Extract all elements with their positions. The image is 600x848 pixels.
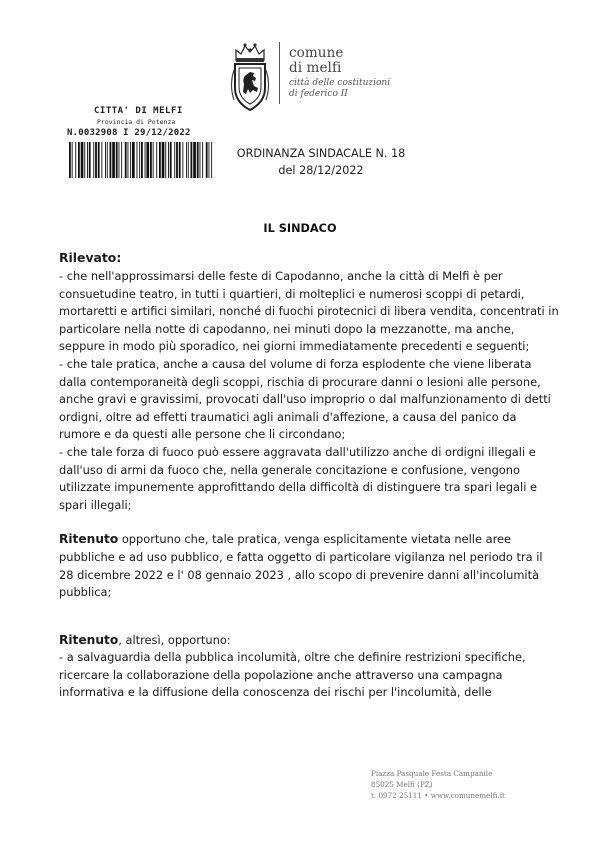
stamp-protocol-number: N.0032908 I 29/12/2022	[67, 128, 191, 138]
ritenuto-list-item: - a salvaguardia della pubblica incolumità, oltre che definire restrizioni specifiche, ricercare la collaborazione della popolazione anche attraverso una campagna informativa e la diffusione della conoscenza dei rischi per l'incolumità, delle	[59, 650, 526, 700]
letterhead-footer	[371, 768, 505, 801]
ordinance-number: ORDINANZA SINDACALE N. 18	[236, 147, 406, 160]
rilevato-paragraph-1: - che nell'approssimarsi delle feste di Capodanno, anche la città di Melfi è per consuetudine teatro, in tutti i quartieri, di molteplici e numerosi scoppi di petardi, mortaretti e artifici similari, nonché di fuochi pirotecnici di libera vendita, concentrati in particolare nella notte di capodanno, nei minuti dopo la mezzanotte, ma anche, seppure in modo più sporadico, nei giorni immediatamente precedenti e seguenti;	[59, 269, 559, 354]
rilevato-paragraph-2: - che tale pratica, anche a causa del volume di forza esplodente che viene liberata dalla contemporaneità degli scoppi, rischia di procurare danni o lesioni alle persone, anche gravi e gravissimi, provocati dall'uso improprio o dal malfunzionamento di detti ordigni, oltre ad effetti traumatici agli animali d'affezione, a causa del panico da rumore e da questi alle persone che li circondano;	[59, 356, 551, 442]
brand-tagline-1: città delle costituzioni	[289, 78, 391, 88]
brand-line-comune: comune	[289, 45, 344, 61]
coat-of-arms-icon	[228, 40, 272, 114]
footer-contacts: t. 0972 25111 • www.comunemelfi.it	[371, 791, 505, 800]
rilevato-paragraph-3: - che tale forza di fuoco può essere aggravata dall'utilizzo anche di ordigni illegali e dall'uso di armi da fuoco che, nella generale concitazione e confusione, vengono utilizzate impunemente approfittando della difficoltà di distinguere tra spari legali e spari illegali;	[59, 444, 537, 512]
brand-tagline-2: di federico II	[289, 89, 348, 99]
ritenuto-text-2: , altresì, opportuno:	[118, 632, 231, 647]
stamp-city: CITTA' DI MELFI	[94, 106, 183, 116]
ordinance-heading	[226, 145, 416, 179]
protocol-barcode	[68, 142, 214, 178]
ritenuto-text-1: opportuno che, tale pratica, venga esplicitamente vietata nelle aree pubbliche e ad uso pubblico, e fatta oggetto di particolare vigilanza nel periodo tra il 28 dicembre 2022 e l' 08 gennaio 2023 , allo scopo di prevenire danni all'incolumità pubblica;	[59, 532, 543, 600]
brand-line-city: di melfi	[289, 60, 342, 76]
document-body	[59, 246, 559, 702]
stamp-province: Provincia di Potenza	[97, 118, 176, 126]
section-heading-rilevato: Rilevato:	[59, 250, 122, 265]
letterhead-divider	[279, 42, 280, 104]
footer-address: Piazza Pasquale Festa Campanile	[371, 769, 493, 778]
ritenuto-paragraph-2	[59, 632, 559, 650]
ritenuto-lead-2: Ritenuto	[59, 632, 119, 647]
ritenuto-paragraph-1	[59, 531, 559, 601]
footer-postcode: 85025 Melfi (PZ)	[371, 780, 433, 789]
ordinance-date: del 28/12/2022	[278, 164, 364, 177]
letterhead-brand	[289, 46, 390, 100]
document-title: IL SINDACO	[263, 222, 337, 235]
ritenuto-lead-1: Ritenuto	[59, 532, 119, 547]
